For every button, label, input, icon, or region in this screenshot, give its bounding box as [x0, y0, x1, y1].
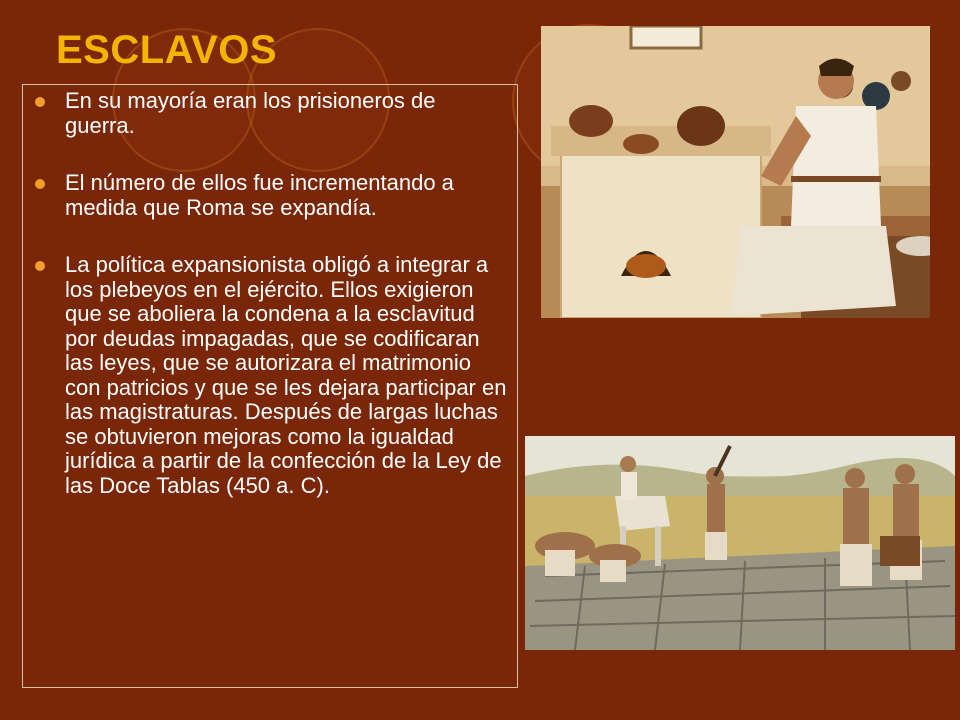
bullet-list	[23, 89, 517, 531]
kitchen-slave-illustration	[541, 26, 930, 318]
road-building-illustration	[525, 436, 955, 650]
kitchen-scene-image	[541, 26, 930, 318]
slide-title: ESCLAVOS	[56, 28, 278, 72]
bullet-item	[23, 171, 517, 220]
bullet-item	[23, 253, 517, 498]
bullet-dot-icon	[35, 261, 45, 271]
bullet-text: El número de ellos fue incrementando a medida que Roma se expandía.	[65, 170, 454, 220]
bullet-dot-icon	[35, 179, 45, 189]
road-scene-image	[525, 436, 955, 650]
bullet-text: En su mayoría eran los prisioneros de guerra.	[65, 88, 436, 138]
bullet-text-box	[22, 84, 518, 688]
bullet-item	[23, 89, 517, 138]
bullet-dot-icon	[35, 97, 45, 107]
bullet-text: La política expansionista obligó a integrar a los plebeyos en el ejército. Ellos exigieron que se aboliera la condena a la esclavitud por deudas impagadas, que se codificaran las leyes, que se autorizara el matrimonio con patricios y que se les dejara participar en las magistraturas. Después de largas luchas se obtuvieron mejoras como la igualdad jurídica a partir de la confección de la Ley de las Doce Tablas (450 a. C).	[65, 252, 507, 498]
